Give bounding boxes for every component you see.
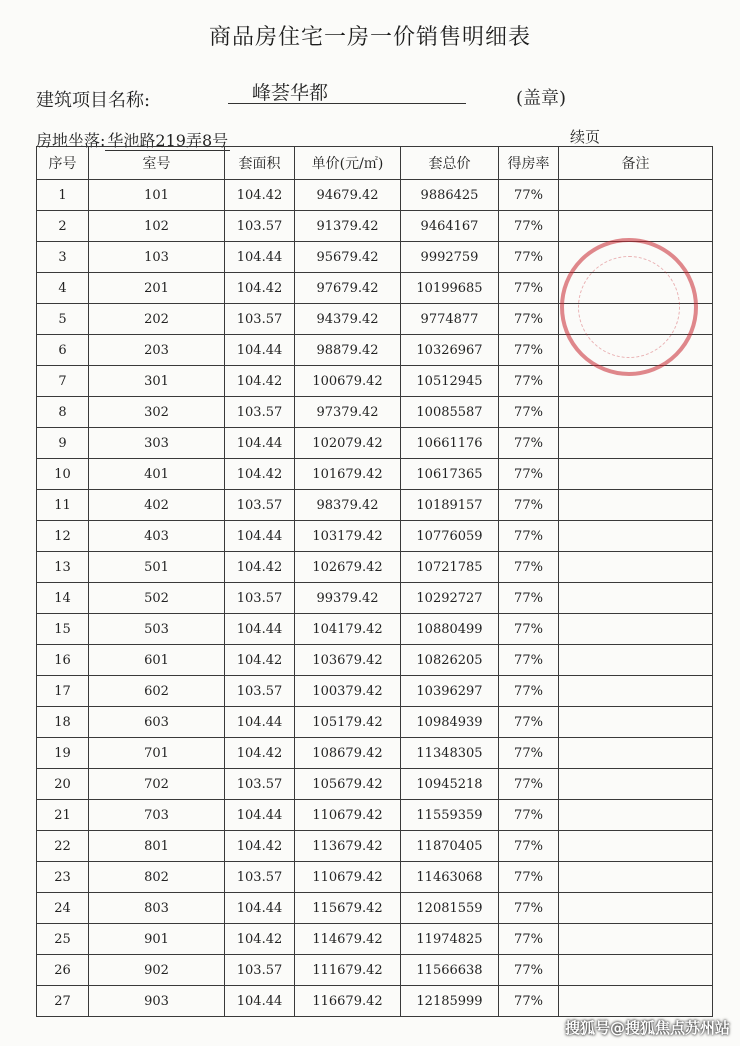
cell-total-price: 11348305 xyxy=(401,738,499,769)
cell-room: 901 xyxy=(89,924,225,955)
cell-total-price: 11870405 xyxy=(401,831,499,862)
cell-index: 9 xyxy=(37,428,89,459)
cell-index: 20 xyxy=(37,769,89,800)
cell-remark xyxy=(559,893,713,924)
cell-room: 601 xyxy=(89,645,225,676)
column-header: 单价(元/㎡) xyxy=(295,147,401,180)
cell-room: 801 xyxy=(89,831,225,862)
cell-index: 27 xyxy=(37,986,89,1017)
cell-remark xyxy=(559,955,713,986)
cell-efficiency: 77% xyxy=(499,614,559,645)
cell-area: 104.44 xyxy=(225,428,295,459)
cell-total-price: 10189157 xyxy=(401,490,499,521)
cell-room: 402 xyxy=(89,490,225,521)
cell-efficiency: 77% xyxy=(499,304,559,335)
cell-total-price: 9992759 xyxy=(401,242,499,273)
cell-unit-price: 103179.42 xyxy=(295,521,401,552)
cell-unit-price: 110679.42 xyxy=(295,800,401,831)
cell-efficiency: 77% xyxy=(499,335,559,366)
cell-room: 602 xyxy=(89,676,225,707)
table-row xyxy=(37,986,713,1017)
cell-unit-price: 94679.42 xyxy=(295,180,401,211)
table-row xyxy=(37,614,713,645)
cell-remark xyxy=(559,645,713,676)
cell-total-price: 10984939 xyxy=(401,707,499,738)
cell-index: 21 xyxy=(37,800,89,831)
cell-area: 104.42 xyxy=(225,459,295,490)
cell-unit-price: 100679.42 xyxy=(295,366,401,397)
address-value: 华池路219弄8号 xyxy=(107,131,229,150)
cell-remark xyxy=(559,707,713,738)
cell-unit-price: 111679.42 xyxy=(295,955,401,986)
cell-index: 13 xyxy=(37,552,89,583)
cell-unit-price: 113679.42 xyxy=(295,831,401,862)
cell-area: 104.44 xyxy=(225,986,295,1017)
cell-unit-price: 98879.42 xyxy=(295,335,401,366)
cell-efficiency: 77% xyxy=(499,893,559,924)
cell-index: 2 xyxy=(37,211,89,242)
cell-unit-price: 100379.42 xyxy=(295,676,401,707)
cell-remark xyxy=(559,769,713,800)
cell-room: 203 xyxy=(89,335,225,366)
cell-total-price: 10512945 xyxy=(401,366,499,397)
cell-area: 104.42 xyxy=(225,273,295,304)
table-row xyxy=(37,800,713,831)
cell-efficiency: 77% xyxy=(499,273,559,304)
cell-unit-price: 94379.42 xyxy=(295,304,401,335)
cell-total-price: 11463068 xyxy=(401,862,499,893)
cell-area: 103.57 xyxy=(225,862,295,893)
column-header: 套面积 xyxy=(225,147,295,180)
cell-index: 6 xyxy=(37,335,89,366)
official-seal-stamp xyxy=(560,238,698,376)
cell-total-price: 10292727 xyxy=(401,583,499,614)
cell-remark xyxy=(559,583,713,614)
cell-unit-price: 102079.42 xyxy=(295,428,401,459)
table-row xyxy=(37,459,713,490)
cell-remark xyxy=(559,924,713,955)
cell-area: 104.44 xyxy=(225,614,295,645)
cell-efficiency: 77% xyxy=(499,862,559,893)
cell-index: 15 xyxy=(37,614,89,645)
cell-area: 104.42 xyxy=(225,180,295,211)
cell-index: 10 xyxy=(37,459,89,490)
cell-room: 501 xyxy=(89,552,225,583)
table-row xyxy=(37,397,713,428)
cell-unit-price: 115679.42 xyxy=(295,893,401,924)
cell-area: 103.57 xyxy=(225,676,295,707)
cell-room: 301 xyxy=(89,366,225,397)
cell-efficiency: 77% xyxy=(499,552,559,583)
cell-unit-price: 105679.42 xyxy=(295,769,401,800)
cell-total-price: 10326967 xyxy=(401,335,499,366)
cell-area: 103.57 xyxy=(225,304,295,335)
cell-remark xyxy=(559,831,713,862)
cell-room: 902 xyxy=(89,955,225,986)
cell-efficiency: 77% xyxy=(499,428,559,459)
cell-area: 104.44 xyxy=(225,707,295,738)
cell-efficiency: 77% xyxy=(499,397,559,428)
cell-efficiency: 77% xyxy=(499,707,559,738)
cell-total-price: 12081559 xyxy=(401,893,499,924)
cell-index: 1 xyxy=(37,180,89,211)
cell-room: 303 xyxy=(89,428,225,459)
table-row xyxy=(37,583,713,614)
cell-room: 102 xyxy=(89,211,225,242)
cell-remark xyxy=(559,800,713,831)
cell-index: 18 xyxy=(37,707,89,738)
cell-efficiency: 77% xyxy=(499,955,559,986)
cell-room: 403 xyxy=(89,521,225,552)
cell-remark xyxy=(559,428,713,459)
cell-efficiency: 77% xyxy=(499,242,559,273)
cell-room: 101 xyxy=(89,180,225,211)
cell-remark xyxy=(559,490,713,521)
cell-total-price: 11974825 xyxy=(401,924,499,955)
cell-room: 202 xyxy=(89,304,225,335)
cell-efficiency: 77% xyxy=(499,738,559,769)
cell-efficiency: 77% xyxy=(499,490,559,521)
cell-index: 22 xyxy=(37,831,89,862)
table-row xyxy=(37,893,713,924)
cell-efficiency: 77% xyxy=(499,800,559,831)
column-header: 套总价 xyxy=(401,147,499,180)
project-name-value: 峰荟华都 xyxy=(228,78,466,104)
cell-room: 201 xyxy=(89,273,225,304)
cell-unit-price: 103679.42 xyxy=(295,645,401,676)
cell-room: 803 xyxy=(89,893,225,924)
cell-index: 12 xyxy=(37,521,89,552)
cell-area: 103.57 xyxy=(225,397,295,428)
table-row xyxy=(37,552,713,583)
cell-total-price: 9464167 xyxy=(401,211,499,242)
table-row xyxy=(37,521,713,552)
table-row xyxy=(37,862,713,893)
cell-index: 3 xyxy=(37,242,89,273)
cell-area: 104.44 xyxy=(225,335,295,366)
cell-index: 19 xyxy=(37,738,89,769)
cell-unit-price: 102679.42 xyxy=(295,552,401,583)
cell-index: 4 xyxy=(37,273,89,304)
cell-efficiency: 77% xyxy=(499,211,559,242)
cell-unit-price: 116679.42 xyxy=(295,986,401,1017)
cell-remark xyxy=(559,521,713,552)
cell-area: 104.42 xyxy=(225,552,295,583)
cell-total-price: 10661176 xyxy=(401,428,499,459)
cell-total-price: 10085587 xyxy=(401,397,499,428)
cell-remark xyxy=(559,552,713,583)
cell-remark xyxy=(559,738,713,769)
table-row xyxy=(37,769,713,800)
table-row xyxy=(37,180,713,211)
table-row xyxy=(37,428,713,459)
cell-unit-price: 97379.42 xyxy=(295,397,401,428)
cell-remark xyxy=(559,397,713,428)
cell-area: 103.57 xyxy=(225,583,295,614)
cell-remark xyxy=(559,459,713,490)
cell-index: 24 xyxy=(37,893,89,924)
cell-total-price: 10199685 xyxy=(401,273,499,304)
cell-area: 103.57 xyxy=(225,769,295,800)
cell-index: 8 xyxy=(37,397,89,428)
cell-room: 702 xyxy=(89,769,225,800)
cell-total-price: 9774877 xyxy=(401,304,499,335)
cell-room: 302 xyxy=(89,397,225,428)
table-row xyxy=(37,738,713,769)
cell-room: 903 xyxy=(89,986,225,1017)
watermark: 搜狐号@搜狐焦点苏州站 xyxy=(564,1019,730,1037)
cell-index: 5 xyxy=(37,304,89,335)
cell-index: 17 xyxy=(37,676,89,707)
cell-area: 104.42 xyxy=(225,366,295,397)
cell-area: 104.42 xyxy=(225,831,295,862)
cell-room: 802 xyxy=(89,862,225,893)
cell-unit-price: 110679.42 xyxy=(295,862,401,893)
cell-efficiency: 77% xyxy=(499,924,559,955)
continued-page-label: 续页 xyxy=(570,128,601,146)
cell-index: 7 xyxy=(37,366,89,397)
cell-total-price: 12185999 xyxy=(401,986,499,1017)
cell-remark xyxy=(559,211,713,242)
cell-total-price: 10617365 xyxy=(401,459,499,490)
cell-area: 104.42 xyxy=(225,738,295,769)
cell-unit-price: 98379.42 xyxy=(295,490,401,521)
cell-total-price: 9886425 xyxy=(401,180,499,211)
column-header: 备注 xyxy=(559,147,713,180)
cell-room: 701 xyxy=(89,738,225,769)
cell-unit-price: 91379.42 xyxy=(295,211,401,242)
cell-unit-price: 104179.42 xyxy=(295,614,401,645)
cell-total-price: 10721785 xyxy=(401,552,499,583)
cell-index: 25 xyxy=(37,924,89,955)
cell-efficiency: 77% xyxy=(499,583,559,614)
table-header-row xyxy=(37,147,713,180)
cell-area: 103.57 xyxy=(225,211,295,242)
project-name-label: 建筑项目名称: xyxy=(36,90,151,111)
cell-efficiency: 77% xyxy=(499,180,559,211)
cell-area: 104.42 xyxy=(225,645,295,676)
table-row xyxy=(37,490,713,521)
cell-room: 703 xyxy=(89,800,225,831)
cell-remark xyxy=(559,614,713,645)
cell-unit-price: 101679.42 xyxy=(295,459,401,490)
column-header: 室号 xyxy=(89,147,225,180)
cell-unit-price: 99379.42 xyxy=(295,583,401,614)
cell-area: 104.44 xyxy=(225,893,295,924)
cell-index: 16 xyxy=(37,645,89,676)
cell-remark xyxy=(559,986,713,1017)
cell-total-price: 11566638 xyxy=(401,955,499,986)
cell-area: 104.44 xyxy=(225,521,295,552)
cell-efficiency: 77% xyxy=(499,366,559,397)
cell-index: 11 xyxy=(37,490,89,521)
cell-unit-price: 108679.42 xyxy=(295,738,401,769)
cell-efficiency: 77% xyxy=(499,645,559,676)
cell-area: 104.44 xyxy=(225,800,295,831)
cell-index: 26 xyxy=(37,955,89,986)
table-row xyxy=(37,707,713,738)
cell-total-price: 10776059 xyxy=(401,521,499,552)
cell-efficiency: 77% xyxy=(499,769,559,800)
cell-unit-price: 95679.42 xyxy=(295,242,401,273)
table-row xyxy=(37,924,713,955)
cell-remark xyxy=(559,862,713,893)
cell-total-price: 10945218 xyxy=(401,769,499,800)
cell-remark xyxy=(559,180,713,211)
cell-total-price: 10826205 xyxy=(401,645,499,676)
cell-total-price: 10396297 xyxy=(401,676,499,707)
cell-room: 603 xyxy=(89,707,225,738)
cell-efficiency: 77% xyxy=(499,831,559,862)
cell-area: 104.44 xyxy=(225,242,295,273)
cell-area: 103.57 xyxy=(225,955,295,986)
cell-efficiency: 77% xyxy=(499,459,559,490)
seal-label: (盖章) xyxy=(516,88,567,109)
table-row xyxy=(37,955,713,986)
column-header: 序号 xyxy=(37,147,89,180)
address-label: 房地坐落: xyxy=(36,131,106,150)
cell-index: 14 xyxy=(37,583,89,614)
cell-total-price: 11559359 xyxy=(401,800,499,831)
cell-room: 502 xyxy=(89,583,225,614)
cell-area: 104.42 xyxy=(225,924,295,955)
table-row xyxy=(37,645,713,676)
table-row xyxy=(37,676,713,707)
cell-unit-price: 114679.42 xyxy=(295,924,401,955)
cell-room: 103 xyxy=(89,242,225,273)
cell-room: 401 xyxy=(89,459,225,490)
cell-room: 503 xyxy=(89,614,225,645)
document-title: 商品房住宅一房一价销售明细表 xyxy=(208,25,531,50)
table-row xyxy=(37,831,713,862)
cell-unit-price: 105179.42 xyxy=(295,707,401,738)
cell-remark xyxy=(559,676,713,707)
table-row xyxy=(37,211,713,242)
cell-efficiency: 77% xyxy=(499,986,559,1017)
cell-efficiency: 77% xyxy=(499,521,559,552)
column-header: 得房率 xyxy=(499,147,559,180)
cell-index: 23 xyxy=(37,862,89,893)
cell-area: 103.57 xyxy=(225,490,295,521)
cell-total-price: 10880499 xyxy=(401,614,499,645)
cell-efficiency: 77% xyxy=(499,676,559,707)
cell-unit-price: 97679.42 xyxy=(295,273,401,304)
